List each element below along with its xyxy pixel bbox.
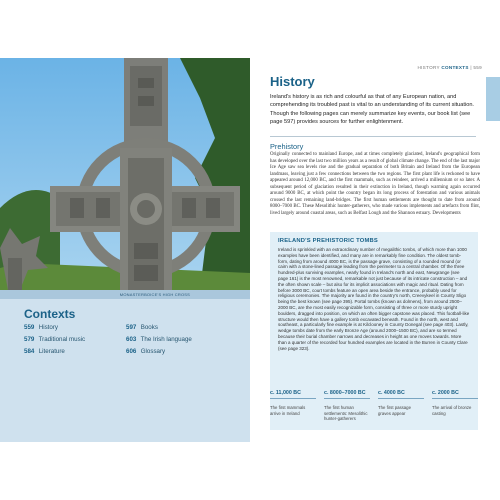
high-cross-photo [0,58,250,290]
timeline-entry [432,390,478,416]
left-page [0,58,250,442]
running-head: HISTORY CONTEXTS | 559 [417,65,482,70]
contents-title: Contexts [24,307,76,321]
timeline-entry [270,390,316,416]
contents-item[interactable]: 559 History [24,324,58,331]
chapter-tab [486,77,500,121]
timeline-date: c. 8000–7000 BC [324,390,370,399]
book-spread [0,58,500,442]
page-number: 559 [473,65,482,70]
photo-caption: MONASTERBOICE'S HIGH CROSS [0,290,250,299]
contents-column-right [126,322,226,358]
timeline-entry [324,390,370,422]
sidebar-box-body: Ireland is sprinkled with an extraordinary number of megalithic tombs, of which more than 1000 examples have been identified, and many are in remarkably fine condition. The oldest tomb-form, dating from around 4000 BC, is the passage grave, consisting of a rounded mound (or cairn with a stone-lined passage leading from the perimeter to a central chamber. Of the three hundred-plus surviving examples, nearly found in Ireland's north and east, Newgrange (see page 161) is the most renowned, remarkable not just because of its intricate construction – and the often shown scale – but also for its implicit associations with magic and ritual. Dating from before 3000 BC, court tombs feature an open area beside the entrance, probably used for religious ceremonies. The majority are found in the country's north, Creevykeel in County Sligo being the best known (see page 395). Portal tombs (known as dolmens), from around 2500–2000 BC, are the most easily recognizable form, consisting of three or more sturdy upright boulders, dragged into position, on which an often bigger capstone was placed. This football-like structure would then have a gallery tomb excavated beneath. Found in the north, west and southeast, a particularly fine example is at Kilclooney in County Donegal (see page 403). Lastly, wedge tombs date from the early Bronze Age (around 2000–1500 BC), and are so termed because their burial chamber narrows and decreases in height as one moves towards. More than a quarter of the recorded four hundred examples are located in the Burren in County Clare (see page 323). [278,247,470,351]
timeline-date: c. 11,000 BC [270,390,316,399]
timeline-entry [378,390,424,416]
divider [270,136,476,137]
intro-paragraph: Ireland's history is as rich and colourful as that of any European nation, and comprehending its troubled past is vital to an understanding of its current situation. Though the following pages can merely summarize key events, our book list (see page 597) provides sources for further enlightenment. [270,94,474,125]
contents-item[interactable]: 597 Books [126,324,158,331]
page-title: History [270,74,315,89]
section-heading: Prehistory [270,142,304,151]
contents-column-left [24,322,124,358]
sidebar-box-title: IRELAND'S PREHISTORIC TOMBS [278,238,378,244]
timeline-text: The first human settlements: Mesolithic hunter-gatherers [324,405,368,421]
timeline-text: The first mammals arrive in Ireland [270,405,306,416]
contents-item[interactable]: 606 Glossary [126,348,166,355]
section-body: Originally connected to mainland Europe, and at times completely glaciated, Ireland's geographical form has developed over the last two million years as a result of global climate change. The end of the last major Ice Age saw sea levels rise and the gradual separation of both Britain and Ireland from the European landmass, leaving just a few connections between the two regions. The first plant life is reckoned to have appeared around 12,000 BC, and the first mammals, such as reindeer, arrived a millennium or so later. A subsequent period of glaciation resulted in their extinction in Ireland, though warming again occurred around 9000 BC, at which point the country began its long process of forestation and various animals crossed the last remaining land-bridges. The first human settlements are thought to date from around 8000–7000 BC. These Mesolithic hunter-gatherers, who made various implements and artefacts from flint, lived largely around coastal areas, such as Belfast Lough and the Shannon estuary. Developments [270,152,481,216]
timeline-text: The first passage graves appear [378,405,411,416]
timeline-date: c. 2000 BC [432,390,478,399]
timeline-text: The arrival of bronze casting [432,405,472,416]
contents-item[interactable]: 603 The Irish language [126,336,192,343]
right-page [250,58,500,442]
contents-item[interactable]: 584 Literature [24,348,65,355]
timeline-date: c. 4000 BC [378,390,424,399]
contents-item[interactable]: 579 Traditional music [24,336,86,343]
